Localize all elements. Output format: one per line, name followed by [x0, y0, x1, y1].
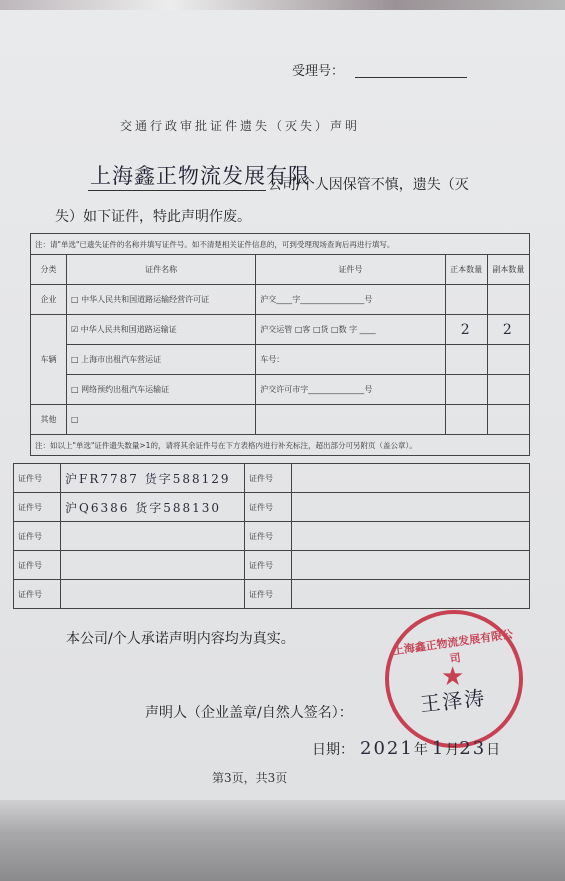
cert-value — [61, 522, 245, 551]
checkbox: □ — [71, 355, 79, 364]
document-title: 交通行政审批证件遗失（灭失）声明 — [120, 119, 361, 133]
cert-number: 沪交运管 □客 □货 □数 字 ____ — [256, 315, 445, 345]
header-cert-no: 证件号 — [256, 255, 445, 285]
declaration-line1: 公司/个人因保管不慎，遗失（灭 — [268, 177, 469, 193]
declaration-line2: 失）如下证件，特此声明作废。 — [55, 209, 251, 225]
row-category: 车辆 — [31, 315, 67, 405]
copy-count — [487, 285, 529, 315]
cert-row — [14, 493, 530, 522]
orig-count: 2 — [445, 315, 487, 345]
cert-name: 上海市出租汽车营运证 — [81, 355, 162, 364]
checkbox: □ — [71, 415, 79, 424]
header-category: 分类 — [31, 255, 67, 285]
header-copy: 副本数量 — [487, 255, 529, 285]
acceptance-number-label: 受理号： — [292, 64, 345, 79]
copy-count: 2 — [487, 315, 529, 345]
cert-label: 证件号 — [245, 580, 292, 609]
table-row — [31, 375, 530, 405]
date-month: 1 — [431, 738, 446, 759]
date-year: 2021 — [360, 738, 414, 759]
cert-label: 证件号 — [245, 464, 292, 493]
pledge-text: 本公司/个人承诺声明内容均为真实。 — [66, 631, 295, 647]
table-note-2: 注：如以上"单选"证件遗失数量>1的，请将其余证件号在下方表格内进行补充标注，超出部分可另附页（盖公章）。 — [31, 435, 530, 456]
cert-name: 网络预约出租汽车运输证 — [81, 385, 170, 394]
signer-label: 声明人（企业盖章/自然人签名）： — [145, 705, 353, 721]
table-row — [31, 285, 530, 315]
additional-cert-table — [13, 463, 530, 609]
checkbox: □ — [71, 295, 79, 304]
seal-text: 上海鑫正物流发展有限公司 — [392, 627, 514, 666]
header-cert-name: 证件名称 — [67, 255, 256, 285]
cert-label: 证件号 — [14, 522, 61, 551]
cert-label: 证件号 — [14, 464, 61, 493]
date-month-unit: 月 — [445, 742, 460, 758]
cert-number: 沪交许可市字______________号 — [256, 375, 445, 405]
cert-value: 沪FR7787 货字588129 — [61, 464, 245, 493]
cert-name: 中华人民共和国道路运输经营许可证 — [81, 295, 210, 304]
table-row — [31, 345, 530, 375]
page-number: 第3页，共3页 — [212, 771, 288, 785]
cert-value-2 — [292, 580, 530, 609]
date-year-unit: 年 — [413, 742, 428, 758]
cert-label: 证件号 — [14, 493, 61, 522]
orig-count — [445, 285, 487, 315]
cert-value — [61, 580, 245, 609]
date-day-unit: 日 — [486, 742, 501, 758]
seal-star-icon: ★ — [441, 662, 465, 692]
company-name-underline — [88, 190, 266, 191]
cert-label: 证件号 — [14, 580, 61, 609]
cert-value-2 — [292, 493, 530, 522]
table-row — [31, 405, 530, 435]
acceptance-number-line — [355, 77, 467, 78]
date-day: 23 — [459, 738, 487, 759]
header-original: 正本数量 — [445, 255, 487, 285]
cert-row — [14, 522, 530, 551]
date-label: 日期： — [312, 742, 354, 758]
cert-label: 证件号 — [245, 522, 292, 551]
photo-top-edge — [0, 0, 565, 10]
cert-value-2 — [292, 551, 530, 580]
photo-bottom-shadow — [0, 800, 565, 881]
cert-number: 车号： — [256, 345, 445, 375]
signature: 王泽涛 — [419, 685, 488, 717]
lost-certificate-table — [30, 233, 530, 456]
date-row — [312, 738, 500, 759]
company-name-handwritten: 上海鑫正物流发展有限 — [90, 164, 310, 188]
company-seal — [385, 610, 523, 748]
cert-value — [61, 551, 245, 580]
cert-row — [14, 551, 530, 580]
table-row — [31, 315, 530, 345]
cert-label: 证件号 — [245, 551, 292, 580]
checkbox-checked: ☑ — [71, 325, 79, 334]
cert-value-2 — [292, 522, 530, 551]
table-note: 注：请"单选"已遗失证件的名称并填写证件号。如不清楚相关证件信息的，可到受理现场查询后再进行填写。 — [31, 234, 530, 255]
cert-label: 证件号 — [14, 551, 61, 580]
row-category: 企业 — [31, 285, 67, 315]
cert-number: 沪交____字________________号 — [256, 285, 445, 315]
cert-name: 中华人民共和国道路运输证 — [80, 325, 177, 334]
cert-value: 沪Q6386 货字588130 — [61, 493, 245, 522]
checkbox: □ — [71, 385, 79, 394]
row-category: 其他 — [31, 405, 67, 435]
cert-row — [14, 464, 530, 493]
cert-row — [14, 580, 530, 609]
cert-value-2 — [292, 464, 530, 493]
cert-label: 证件号 — [245, 493, 292, 522]
